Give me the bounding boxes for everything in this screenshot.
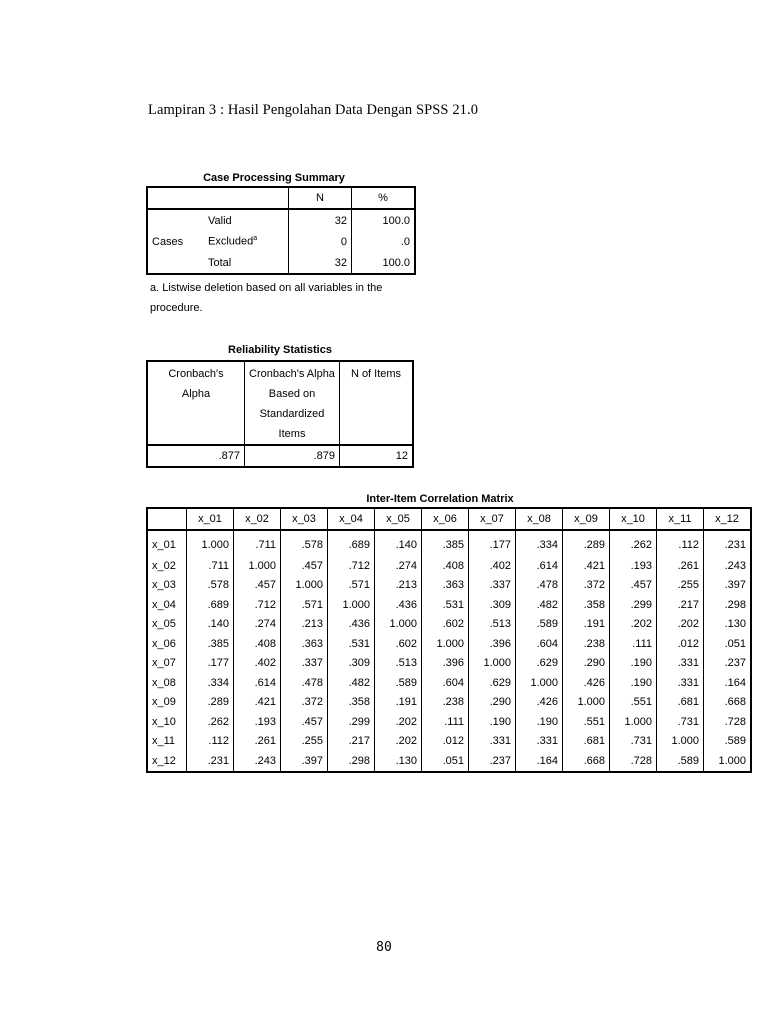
correlation-cell: 1.000 (469, 654, 516, 674)
correlation-cell: 1.000 (422, 634, 469, 654)
correlation-cell: .331 (469, 732, 516, 752)
correlation-cell: .731 (610, 732, 657, 752)
table-row (147, 209, 415, 231)
correlation-cell: .309 (469, 595, 516, 615)
row-label: x_09 (152, 696, 176, 709)
correlation-cell: .051 (704, 634, 752, 654)
correlation-cell: .589 (375, 673, 422, 693)
group-label-cell (147, 252, 204, 274)
correlation-cell: .202 (657, 615, 704, 635)
correlation-cell: .213 (375, 576, 422, 596)
matrix-title: Inter-Item Correlation Matrix (366, 493, 514, 505)
correlation-cell: .571 (328, 576, 375, 596)
correlation-cell: 1.000 (328, 595, 375, 615)
correlation-cell: .397 (704, 576, 752, 596)
correlation-cell: 1.000 (234, 556, 281, 576)
correlation-cell: .426 (516, 693, 563, 713)
correlation-cell: .602 (375, 634, 422, 654)
corner-cell (147, 508, 187, 530)
correlation-cell: .408 (234, 634, 281, 654)
table-row (147, 712, 751, 732)
correlation-cell: 1.000 (563, 693, 610, 713)
correlation-cell: 1.000 (704, 751, 752, 772)
row-label: Total (208, 256, 232, 269)
correlation-cell: .421 (234, 693, 281, 713)
table-row (147, 673, 751, 693)
correlation-cell: .551 (610, 693, 657, 713)
correlation-cell: 1.000 (187, 530, 234, 556)
correlation-cell: .334 (187, 673, 234, 693)
correlation-cell: .289 (187, 693, 234, 713)
correlation-cell: .689 (187, 595, 234, 615)
correlation-cell: .262 (610, 530, 657, 556)
correlation-cell: .298 (328, 751, 375, 772)
correlation-cell: .231 (187, 751, 234, 772)
correlation-cell: .614 (234, 673, 281, 693)
correlation-cell: .681 (563, 732, 610, 752)
correlation-cell: .457 (281, 712, 328, 732)
correlation-cell: .190 (610, 673, 657, 693)
pct-value: 100.0 (352, 209, 416, 231)
correlation-cell: .482 (328, 673, 375, 693)
correlation-matrix-table (146, 507, 752, 773)
row-label: x_07 (152, 657, 176, 670)
table-row (147, 252, 415, 274)
table-header-row (147, 361, 413, 445)
correlation-cell: .261 (657, 556, 704, 576)
correlation-cell: .213 (281, 615, 328, 635)
correlation-cell: .331 (657, 654, 704, 674)
correlation-cell: .290 (563, 654, 610, 674)
col-header-alpha-std: Cronbach's Alpha Based on Standardized Items (245, 361, 340, 445)
col-header-x-10: x_10 (610, 508, 657, 530)
table-row (147, 576, 751, 596)
row-label: x_12 (152, 754, 176, 767)
col-header-alpha: Cronbach's Alpha (168, 368, 224, 400)
correlation-cell: .243 (704, 556, 752, 576)
correlation-cell: .358 (563, 595, 610, 615)
col-header-x-12: x_12 (704, 508, 752, 530)
row-label: Valid (208, 214, 232, 227)
correlation-cell: .397 (281, 751, 328, 772)
correlation-cell: .604 (422, 673, 469, 693)
correlation-cell: .589 (657, 751, 704, 772)
page-number: 80 (376, 940, 392, 955)
n-value: 32 (289, 252, 352, 274)
correlation-cell: .426 (563, 673, 610, 693)
correlation-cell: .728 (610, 751, 657, 772)
table-row (147, 751, 751, 772)
correlation-cell: .602 (422, 615, 469, 635)
correlation-cell: .396 (469, 634, 516, 654)
correlation-cell: .274 (375, 556, 422, 576)
correlation-cell: .712 (234, 595, 281, 615)
correlation-cell: .262 (187, 712, 234, 732)
table-row (147, 732, 751, 752)
correlation-cell: .231 (704, 530, 752, 556)
correlation-cell: .551 (563, 712, 610, 732)
row-label-cell (204, 231, 289, 252)
col-header-x-04: x_04 (328, 508, 375, 530)
table-row (147, 530, 751, 556)
correlation-cell: .177 (469, 530, 516, 556)
correlation-cell: .299 (328, 712, 375, 732)
correlation-cell: .337 (469, 576, 516, 596)
table-row (147, 445, 413, 467)
correlation-cell: .238 (563, 634, 610, 654)
correlation-cell: .337 (281, 654, 328, 674)
col-header-pct: % (352, 187, 416, 209)
col-header-x-11: x_11 (657, 508, 704, 530)
correlation-cell: .217 (657, 595, 704, 615)
correlation-cell: .589 (704, 732, 752, 752)
correlation-cell: .436 (375, 595, 422, 615)
table-header-row (147, 508, 751, 530)
correlation-cell: .130 (375, 751, 422, 772)
correlation-cell: .363 (281, 634, 328, 654)
correlation-cell: .191 (563, 615, 610, 635)
correlation-cell: .111 (422, 712, 469, 732)
correlation-cell: .190 (610, 654, 657, 674)
correlation-cell: .255 (657, 576, 704, 596)
group-label-cell (147, 209, 204, 231)
correlation-cell: .578 (187, 576, 234, 596)
correlation-cell: .478 (281, 673, 328, 693)
correlation-cell: .372 (563, 576, 610, 596)
row-label: Excluded (208, 235, 254, 248)
correlation-cell: .604 (516, 634, 563, 654)
correlation-cell: .202 (610, 615, 657, 635)
correlation-cell: 1.000 (281, 576, 328, 596)
correlation-cell: .385 (187, 634, 234, 654)
correlation-cell: .711 (234, 530, 281, 556)
correlation-cell: .012 (657, 634, 704, 654)
n-items-value: 12 (340, 445, 414, 467)
corner-cell (204, 187, 289, 209)
group-label: Cases (152, 235, 184, 248)
correlation-cell: .237 (469, 751, 516, 772)
correlation-cell: .711 (187, 556, 234, 576)
row-label: x_10 (152, 715, 176, 728)
correlation-cell: .436 (328, 615, 375, 635)
correlation-cell: .112 (657, 530, 704, 556)
correlation-cell: .372 (281, 693, 328, 713)
col-header-x-09: x_09 (563, 508, 610, 530)
correlation-cell: .191 (375, 693, 422, 713)
table-row (147, 615, 751, 635)
correlation-cell: .217 (328, 732, 375, 752)
correlation-cell: .193 (610, 556, 657, 576)
footnote-marker: a (253, 235, 258, 243)
correlation-cell: .331 (516, 732, 563, 752)
alpha-std-value: .879 (245, 445, 340, 467)
col-header-n-items: N of Items (340, 361, 414, 445)
row-label: x_08 (152, 676, 176, 689)
row-label: x_02 (152, 559, 176, 572)
pct-value: 100.0 (352, 252, 416, 274)
correlation-cell: .629 (516, 654, 563, 674)
correlation-cell: .111 (610, 634, 657, 654)
correlation-cell: .531 (328, 634, 375, 654)
col-header-x-03: x_03 (281, 508, 328, 530)
correlation-cell: .712 (328, 556, 375, 576)
correlation-cell: .331 (657, 673, 704, 693)
correlation-cell: .237 (704, 654, 752, 674)
page-heading: Lampiran 3 : Hasil Pengolahan Data Dengan SPSS 21.0 (148, 102, 479, 118)
correlation-cell: .457 (610, 576, 657, 596)
correlation-cell: .385 (422, 530, 469, 556)
correlation-cell: .193 (234, 712, 281, 732)
correlation-cell: .478 (516, 576, 563, 596)
table-row (147, 595, 751, 615)
row-label: x_11 (152, 735, 176, 748)
row-label: x_06 (152, 637, 176, 650)
correlation-cell: .289 (563, 530, 610, 556)
table-row (147, 654, 751, 674)
correlation-cell: .421 (563, 556, 610, 576)
col-header-x-02: x_02 (234, 508, 281, 530)
correlation-cell: .402 (469, 556, 516, 576)
col-header-x-06: x_06 (422, 508, 469, 530)
col-header-x-07: x_07 (469, 508, 516, 530)
correlation-cell: .309 (328, 654, 375, 674)
correlation-cell: .513 (469, 615, 516, 635)
correlation-cell: .614 (516, 556, 563, 576)
row-label: x_05 (152, 618, 176, 631)
correlation-cell: 1.000 (657, 732, 704, 752)
correlation-cell: .402 (234, 654, 281, 674)
correlation-cell: .255 (281, 732, 328, 752)
col-header-x-05: x_05 (375, 508, 422, 530)
correlation-cell: 1.000 (516, 673, 563, 693)
correlation-cell: .190 (516, 712, 563, 732)
correlation-cell: .299 (610, 595, 657, 615)
reliability-title: Reliability Statistics (228, 344, 332, 356)
case-processing-table (146, 186, 416, 275)
correlation-cell: .012 (422, 732, 469, 752)
row-label: x_01 (152, 539, 176, 551)
correlation-cell: .238 (422, 693, 469, 713)
correlation-cell: .051 (422, 751, 469, 772)
correlation-cell: .668 (563, 751, 610, 772)
correlation-cell: .689 (328, 530, 375, 556)
correlation-cell: .513 (375, 654, 422, 674)
correlation-cell: .140 (187, 615, 234, 635)
correlation-cell: .190 (469, 712, 516, 732)
correlation-cell: .482 (516, 595, 563, 615)
correlation-cell: .112 (187, 732, 234, 752)
correlation-cell: .571 (281, 595, 328, 615)
table-header-row (147, 187, 415, 209)
correlation-cell: .358 (328, 693, 375, 713)
row-label: x_04 (152, 598, 176, 611)
correlation-cell: .290 (469, 693, 516, 713)
col-header-x-01: x_01 (187, 508, 234, 530)
correlation-cell: .578 (281, 530, 328, 556)
correlation-cell: .396 (422, 654, 469, 674)
case-processing-title: Case Processing Summary (203, 172, 345, 184)
correlation-cell: 1.000 (375, 615, 422, 635)
correlation-cell: .589 (516, 615, 563, 635)
correlation-cell: .668 (704, 693, 752, 713)
correlation-cell: .629 (469, 673, 516, 693)
correlation-cell: .164 (516, 751, 563, 772)
reliability-table (146, 360, 414, 468)
correlation-cell: .334 (516, 530, 563, 556)
correlation-cell: .202 (375, 712, 422, 732)
n-value: 0 (289, 231, 352, 252)
correlation-cell: .164 (704, 673, 752, 693)
correlation-cell: .363 (422, 576, 469, 596)
col-header-n: N (289, 187, 352, 209)
table-row (147, 556, 751, 576)
table-row (147, 634, 751, 654)
row-label: x_03 (152, 579, 176, 592)
correlation-cell: .261 (234, 732, 281, 752)
correlation-cell: 1.000 (610, 712, 657, 732)
n-value: 32 (289, 209, 352, 231)
correlation-cell: .457 (281, 556, 328, 576)
correlation-cell: .140 (375, 530, 422, 556)
correlation-cell: .731 (657, 712, 704, 732)
col-header-x-08: x_08 (516, 508, 563, 530)
correlation-cell: .177 (187, 654, 234, 674)
corner-cell (147, 187, 204, 209)
correlation-cell: .728 (704, 712, 752, 732)
correlation-cell: .457 (234, 576, 281, 596)
correlation-cell: .130 (704, 615, 752, 635)
correlation-cell: .274 (234, 615, 281, 635)
alpha-value: .877 (147, 445, 245, 467)
table-row (147, 693, 751, 713)
table-row (147, 231, 415, 252)
correlation-cell: .298 (704, 595, 752, 615)
correlation-cell: .202 (375, 732, 422, 752)
case-processing-footnote: a. Listwise deletion based on all variables in the procedure. (150, 282, 383, 314)
correlation-cell: .243 (234, 751, 281, 772)
pct-value: .0 (352, 231, 416, 252)
correlation-cell: .408 (422, 556, 469, 576)
correlation-cell: .681 (657, 693, 704, 713)
correlation-cell: .531 (422, 595, 469, 615)
